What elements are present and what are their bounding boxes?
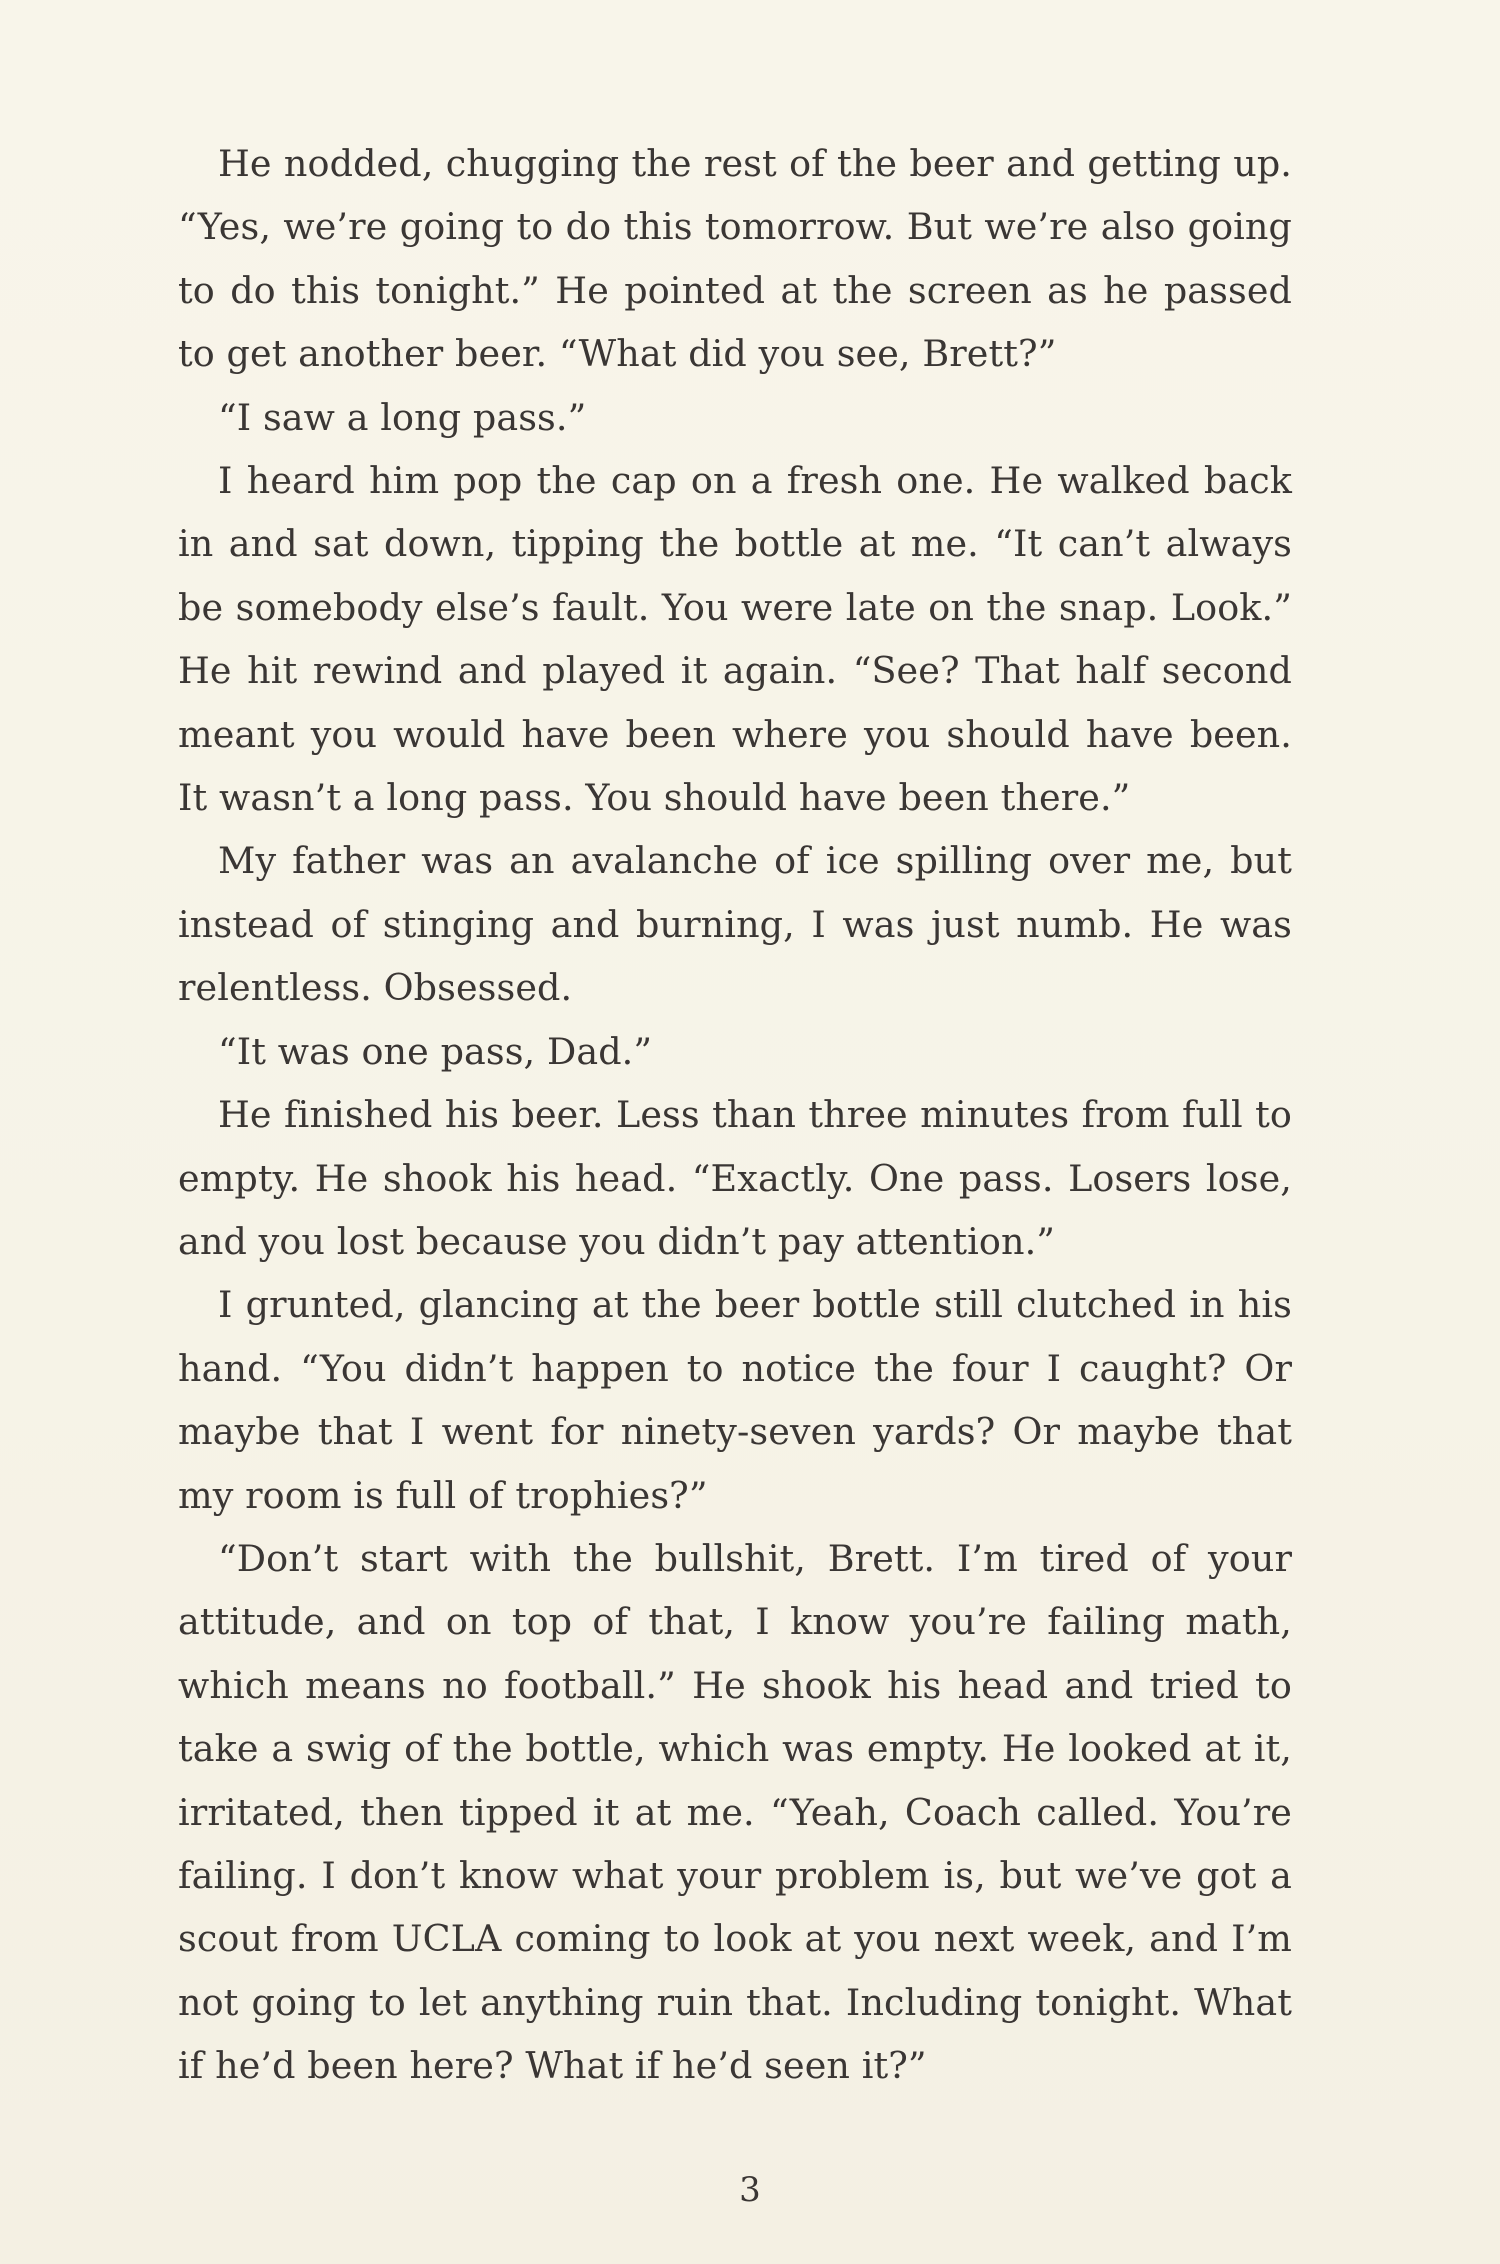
paragraph: “I saw a long pass.” [218, 395, 587, 439]
page-number: 3 [739, 2170, 761, 2210]
body-text [178, 132, 1292, 2098]
paragraph: My father was an avalanche of ice spilling over me, but instead of stinging and burning, I was just numb. He was relentless. Obsessed. [178, 839, 1292, 1010]
paragraph: I grunted, glancing at the beer bottle still clutched in his hand. “You didn’t happen to notice the four I caught? Or maybe that I went for ninety-seven yards? Or maybe that my room is full of trophies?” [178, 1283, 1292, 1517]
paragraph: He nodded, chugging the rest of the beer and getting up. “Yes, we’re going to do this tomorrow. But we’re also going to do this tonight.” He pointed at the screen as he passed to get another beer. “What did you see, Brett?” [178, 142, 1292, 376]
paragraph: I heard him pop the cap on a fresh one. He walked back in and sat down, tipping the bottle at me. “It can’t always be somebody else’s fault. You were late on the snap. Look.” He hit rewind and played it again. “See? That half second meant you would have been where you should have been. It wasn’t a long pass. You should have been there.” [178, 459, 1292, 820]
paragraph: “Don’t start with the bullshit, Brett. I’m tired of your attitude, and on top of that, I know you’re failing math, which means no football.” He shook his head and tried to take a swig of the bottle, which was empty. He looked at it, irritated, then tipped it at me. “Yeah, Coach called. You’re failing. I don’t know what your problem is, but we’ve got a scout from UCLA coming to look at you next week, and I’m not going to let anything ruin that. Including tonight. What if he’d been here? What if he’d seen it?” [178, 1536, 1292, 2088]
paragraph: He finished his beer. Less than three minutes from full to empty. He shook his head. “Exactly. One pass. Losers lose, and you lost because you didn’t pay attention.” [178, 1093, 1292, 1263]
paragraph: “It was one pass, Dad.” [218, 1029, 653, 1073]
